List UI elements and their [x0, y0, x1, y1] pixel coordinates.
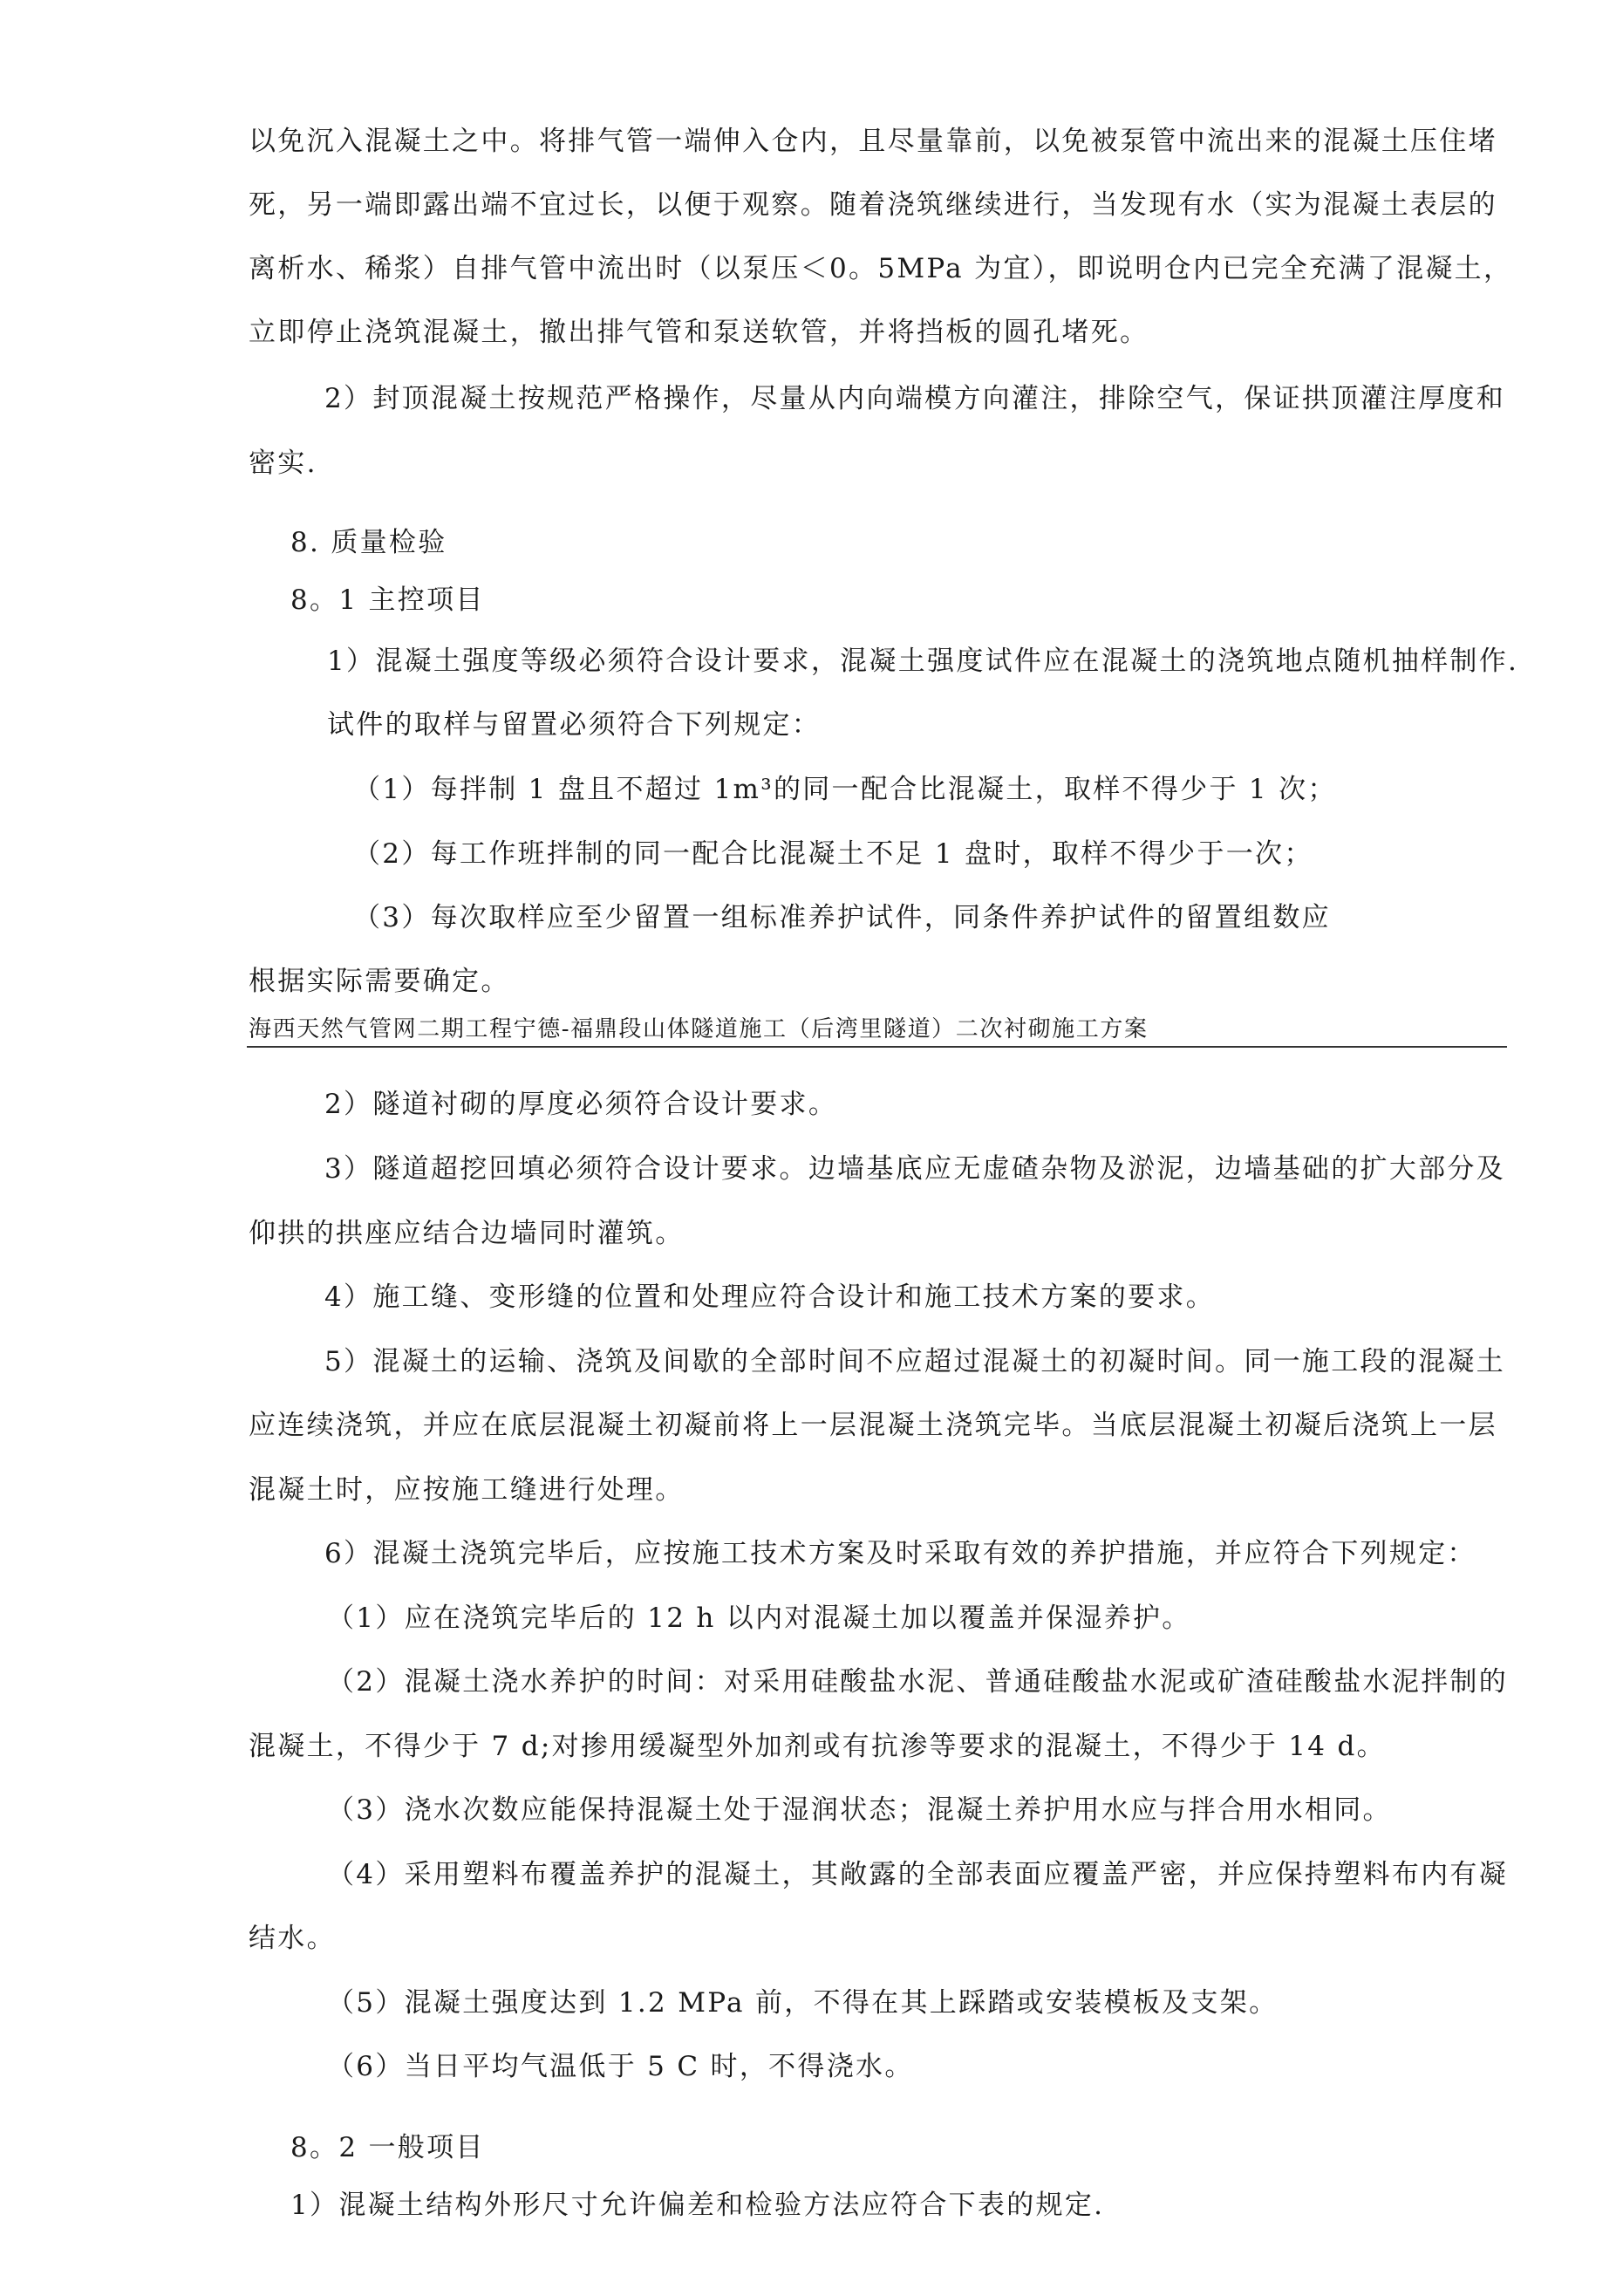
- running-header: 海西天然气管网二期工程宁德-福鼎段山体隧道施工（后湾里隧道）二次衬砌施工方案: [249, 1016, 1149, 1042]
- header-rule: [247, 1046, 1507, 1048]
- text-line: 混凝土，不得少于 7 d;对掺用缓凝型外加剂或有抗渗等要求的混凝土，不得少于 14 d。: [249, 1731, 1386, 1762]
- text-line: 5）混凝土的运输、浇筑及间歇的全部时间不应超过混凝土的初凝时间。同一施工段的混凝土: [324, 1346, 1506, 1377]
- curing-rule-1: （1）应在浇筑完毕后的 12 h 以内对混凝土加以覆盖并保湿养护。: [327, 1602, 1191, 1634]
- curing-rule-3: （3）浇水次数应能保持混凝土处于湿润状态；混凝土养护用水应与拌合用水相同。: [327, 1794, 1392, 1826]
- text-line: （2）混凝土浇水养护的时间：对采用硅酸盐水泥、普通硅酸盐水泥或矿渣硅酸盐水泥拌制的: [327, 1666, 1509, 1698]
- curing-rule-6: （6）当日平均气温低于 5 C 时，不得浇水。: [327, 2051, 914, 2082]
- text-line: 试件的取样与留置必须符合下列规定：: [327, 709, 822, 741]
- text-line: 以免沉入混凝土之中。将排气管一端伸入仓内，且尽量靠前，以免被泵管中流出来的混凝土压住堵: [249, 126, 1497, 157]
- sampling-rule-3: （3）每次取样应至少留置一组标准养护试件，同条件养护试件的留置组数应: [353, 902, 1331, 933]
- main-item-2: 2）隧道衬砌的厚度必须符合设计要求。: [324, 1089, 838, 1120]
- general-item-1: 1）混凝土结构外形尺寸允许偏差和检验方法应符合下表的规定.: [290, 2190, 1105, 2221]
- main-item-4: 4）施工缝、变形缝的位置和处理应符合设计和施工技术方案的要求。: [324, 1281, 1216, 1313]
- text-line: 死，另一端即露出端不宜过长，以便于观察。随着浇筑继续进行，当发现有水（实为混凝土表层的: [249, 189, 1497, 221]
- text-line: （4）采用塑料布覆盖养护的混凝土，其敞露的全部表面应覆盖严密，并应保持塑料布内有凝: [327, 1859, 1509, 1890]
- sampling-rule-3-continuation: 根据实际需要确定。: [249, 966, 510, 997]
- sampling-rule-1: （1）每拌制 1 盘且不超过 1m³的同一配合比混凝土，取样不得少于 1 次；: [353, 774, 1337, 805]
- text-line: 2）封顶混凝土按规范严格操作，尽量从内向端模方向灌注，排除空气，保证拱顶灌注厚度和: [324, 383, 1506, 414]
- text-line: 混凝土时，应按施工缝进行处理。: [249, 1474, 685, 1506]
- text-line: 1）混凝土强度等级必须符合设计要求，混凝土强度试件应在混凝土的浇筑地点随机抽样制作.: [327, 646, 1519, 677]
- main-item-6: 6）混凝土浇筑完毕后，应按施工技术方案及时采取有效的养护措施，并应符合下列规定：: [324, 1538, 1476, 1569]
- section-heading-quality-inspection: 8. 质量检验: [290, 527, 447, 558]
- subsection-heading-general-items: 8。2 一般项目: [290, 2132, 485, 2163]
- text-line: 3）隧道超挖回填必须符合设计要求。边墙基底应无虚碴杂物及淤泥，边墙基础的扩大部分及: [324, 1153, 1506, 1185]
- curing-rule-5: （5）混凝土强度达到 1.2 MPa 前，不得在其上踩踏或安装模板及支架。: [327, 1987, 1279, 2019]
- text-line: 密实.: [249, 448, 317, 479]
- sampling-rule-2: （2）每工作班拌制的同一配合比混凝土不足 1 盘时，取样不得少于一次；: [353, 838, 1313, 870]
- text-line: 结水。: [249, 1923, 336, 1954]
- text-line: 离析水、稀浆）自排气管中流出时（以泵压＜0。5MPa 为宜），即说明仓内已完全充满了混凝土，: [249, 253, 1513, 284]
- text-line: 应连续浇筑，并应在底层混凝土初凝前将上一层混凝土浇筑完毕。当底层混凝土初凝后浇筑上一层: [249, 1410, 1497, 1441]
- text-line: 立即停止浇筑混凝土，撤出排气管和泵送软管，并将挡板的圆孔堵死。: [249, 317, 1149, 348]
- subsection-heading-main-items: 8。1 主控项目: [290, 584, 485, 616]
- text-line: 仰拱的拱座应结合边墙同时灌筑。: [249, 1218, 685, 1249]
